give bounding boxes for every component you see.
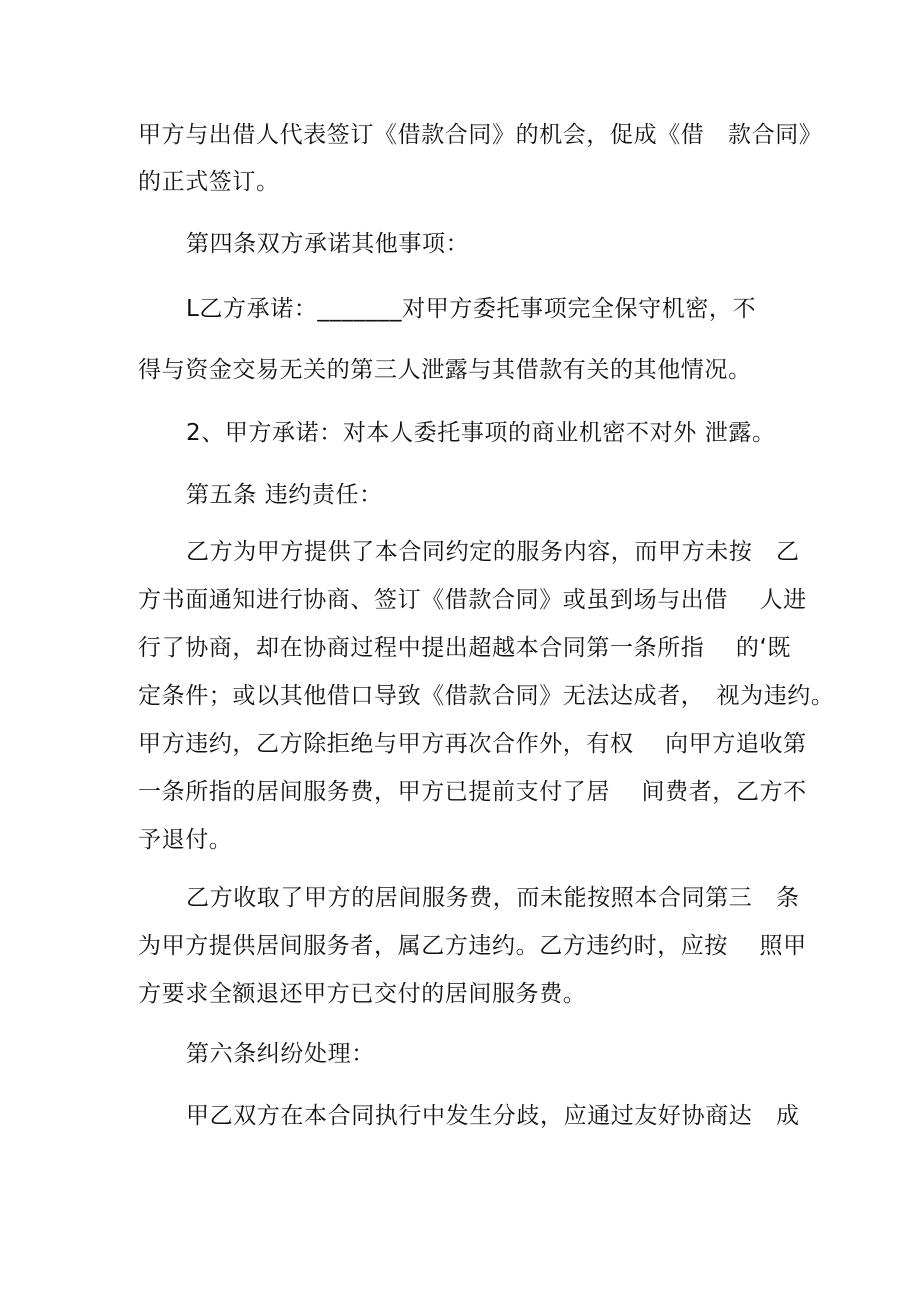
paragraph-line: 甲方与出借人代表签订《借款合同》的机会，促成《借 款合同》 xyxy=(138,122,823,148)
paragraph-line: 方要求全额退还甲方已交付的居间服务费。 xyxy=(138,981,587,1007)
paragraph-line: 乙方为甲方提供了本合同约定的服务内容，而甲方未按 乙 xyxy=(186,539,800,565)
paragraph-line: 甲方违约，乙方除拒绝与甲方再次合作外，有权 向甲方追收第 xyxy=(138,731,807,757)
paragraph-line: 行了协商，却在协商过程中提出超越本合同第一条所指 的‘既 xyxy=(138,635,792,661)
article-heading: 第四条双方承诺其他事项： xyxy=(186,231,470,257)
paragraph-line: 的正式签订。 xyxy=(138,169,280,195)
paragraph-line: 予退付。 xyxy=(138,827,233,853)
article-heading: 第五条 违约责任： xyxy=(186,482,383,508)
paragraph-line: 2、甲方承诺：对本人委托事项的商业机密不对外 泄露。 xyxy=(186,420,776,446)
paragraph-line: 得与资金交易无关的第三人泄露与其借款有关的其他情况。 xyxy=(138,357,752,383)
paragraph-line: 方书面通知进行协商、签订《借款合同》或虽到场与出借 人进 xyxy=(138,587,807,613)
paragraph-line: 为甲方提供居间服务者，属乙方违约。乙方违约时，应按 照甲 xyxy=(138,933,807,959)
paragraph-line: 乙方收取了甲方的居间服务费，而未能按照本合同第三 条 xyxy=(186,885,800,911)
article-heading: 第六条纠纷处理： xyxy=(186,1041,375,1067)
paragraph-line: 甲乙双方在本合同执行中发生分歧，应通过友好协商达 成 xyxy=(186,1103,800,1129)
paragraph-line: 定条件；或以其他借口导致《借款合同》无法达成者， 视为违约。 xyxy=(138,683,835,709)
paragraph-line: 一条所指的居间服务费，甲方已提前支付了居 间费者，乙方不 xyxy=(138,779,807,805)
paragraph-line: L乙方承诺：_______对甲方委托事项完全保守机密，不 xyxy=(186,296,757,322)
